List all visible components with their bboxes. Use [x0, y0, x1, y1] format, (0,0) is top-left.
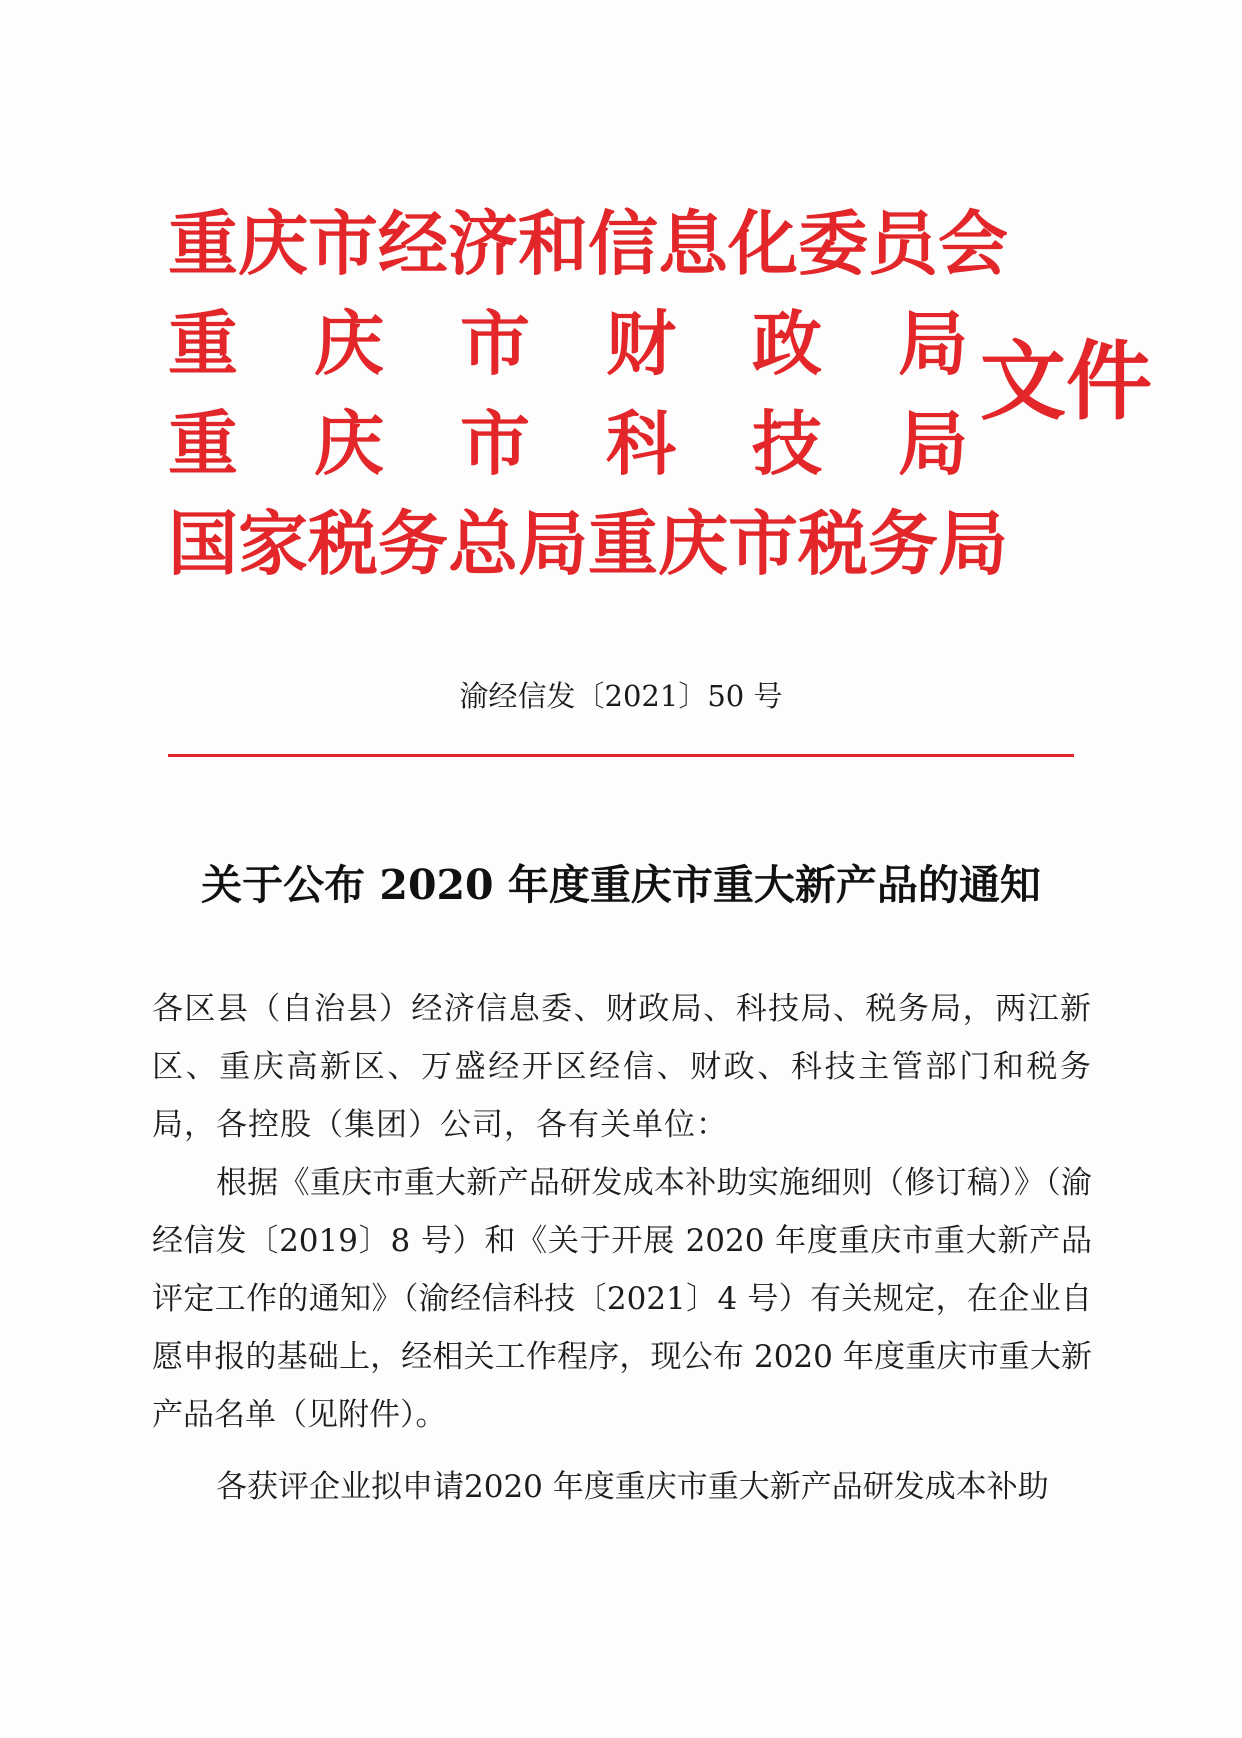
document-number: 渝经信发〔2021〕50 号 [459, 679, 783, 713]
issuer-block [168, 194, 1008, 594]
document-title: 关于公布 2020 年度重庆市重大新产品的通知 [201, 861, 1041, 909]
addressee-paragraph: 各区县（自治县）经济信息委、财政局、科技局、税务局，两江新区、重庆高新区、万盛经开区经信、财政、科技主管部门和税务局，各控股（集团）公司，各有关单位： [152, 991, 1092, 1143]
red-divider [168, 754, 1074, 757]
issuer-econ-info-committee: 重庆市经济和信息化委员会 [168, 202, 1008, 285]
document-body [152, 980, 1092, 1516]
issuer-finance-bureau: 重 庆 市 财 政 局 [168, 302, 968, 385]
issuer-science-tech-bureau: 重 庆 市 科 技 局 [168, 402, 968, 485]
document-suffix: 文件 [980, 331, 1152, 432]
issuer-tax-bureau: 国家税务总局重庆市税务局 [168, 502, 1008, 585]
body-paragraph-1: 根据《重庆市重大新产品研发成本补助实施细则（修订稿）》（渝经信发〔2019〕8 号）和《关于开展 2020 年度重庆市重大新产品评定工作的通知》（渝经信科技〔2021〕4 号）有关规定，在企业自愿申报的基础上，经相关工作程序，现公布 2020 年度重庆市重大新产品名单（见附件）。 [152, 1165, 1092, 1433]
body-paragraph-2: 各获评企业拟申请2020 年度重庆市重大新产品研发成本补助 [216, 1469, 1049, 1505]
